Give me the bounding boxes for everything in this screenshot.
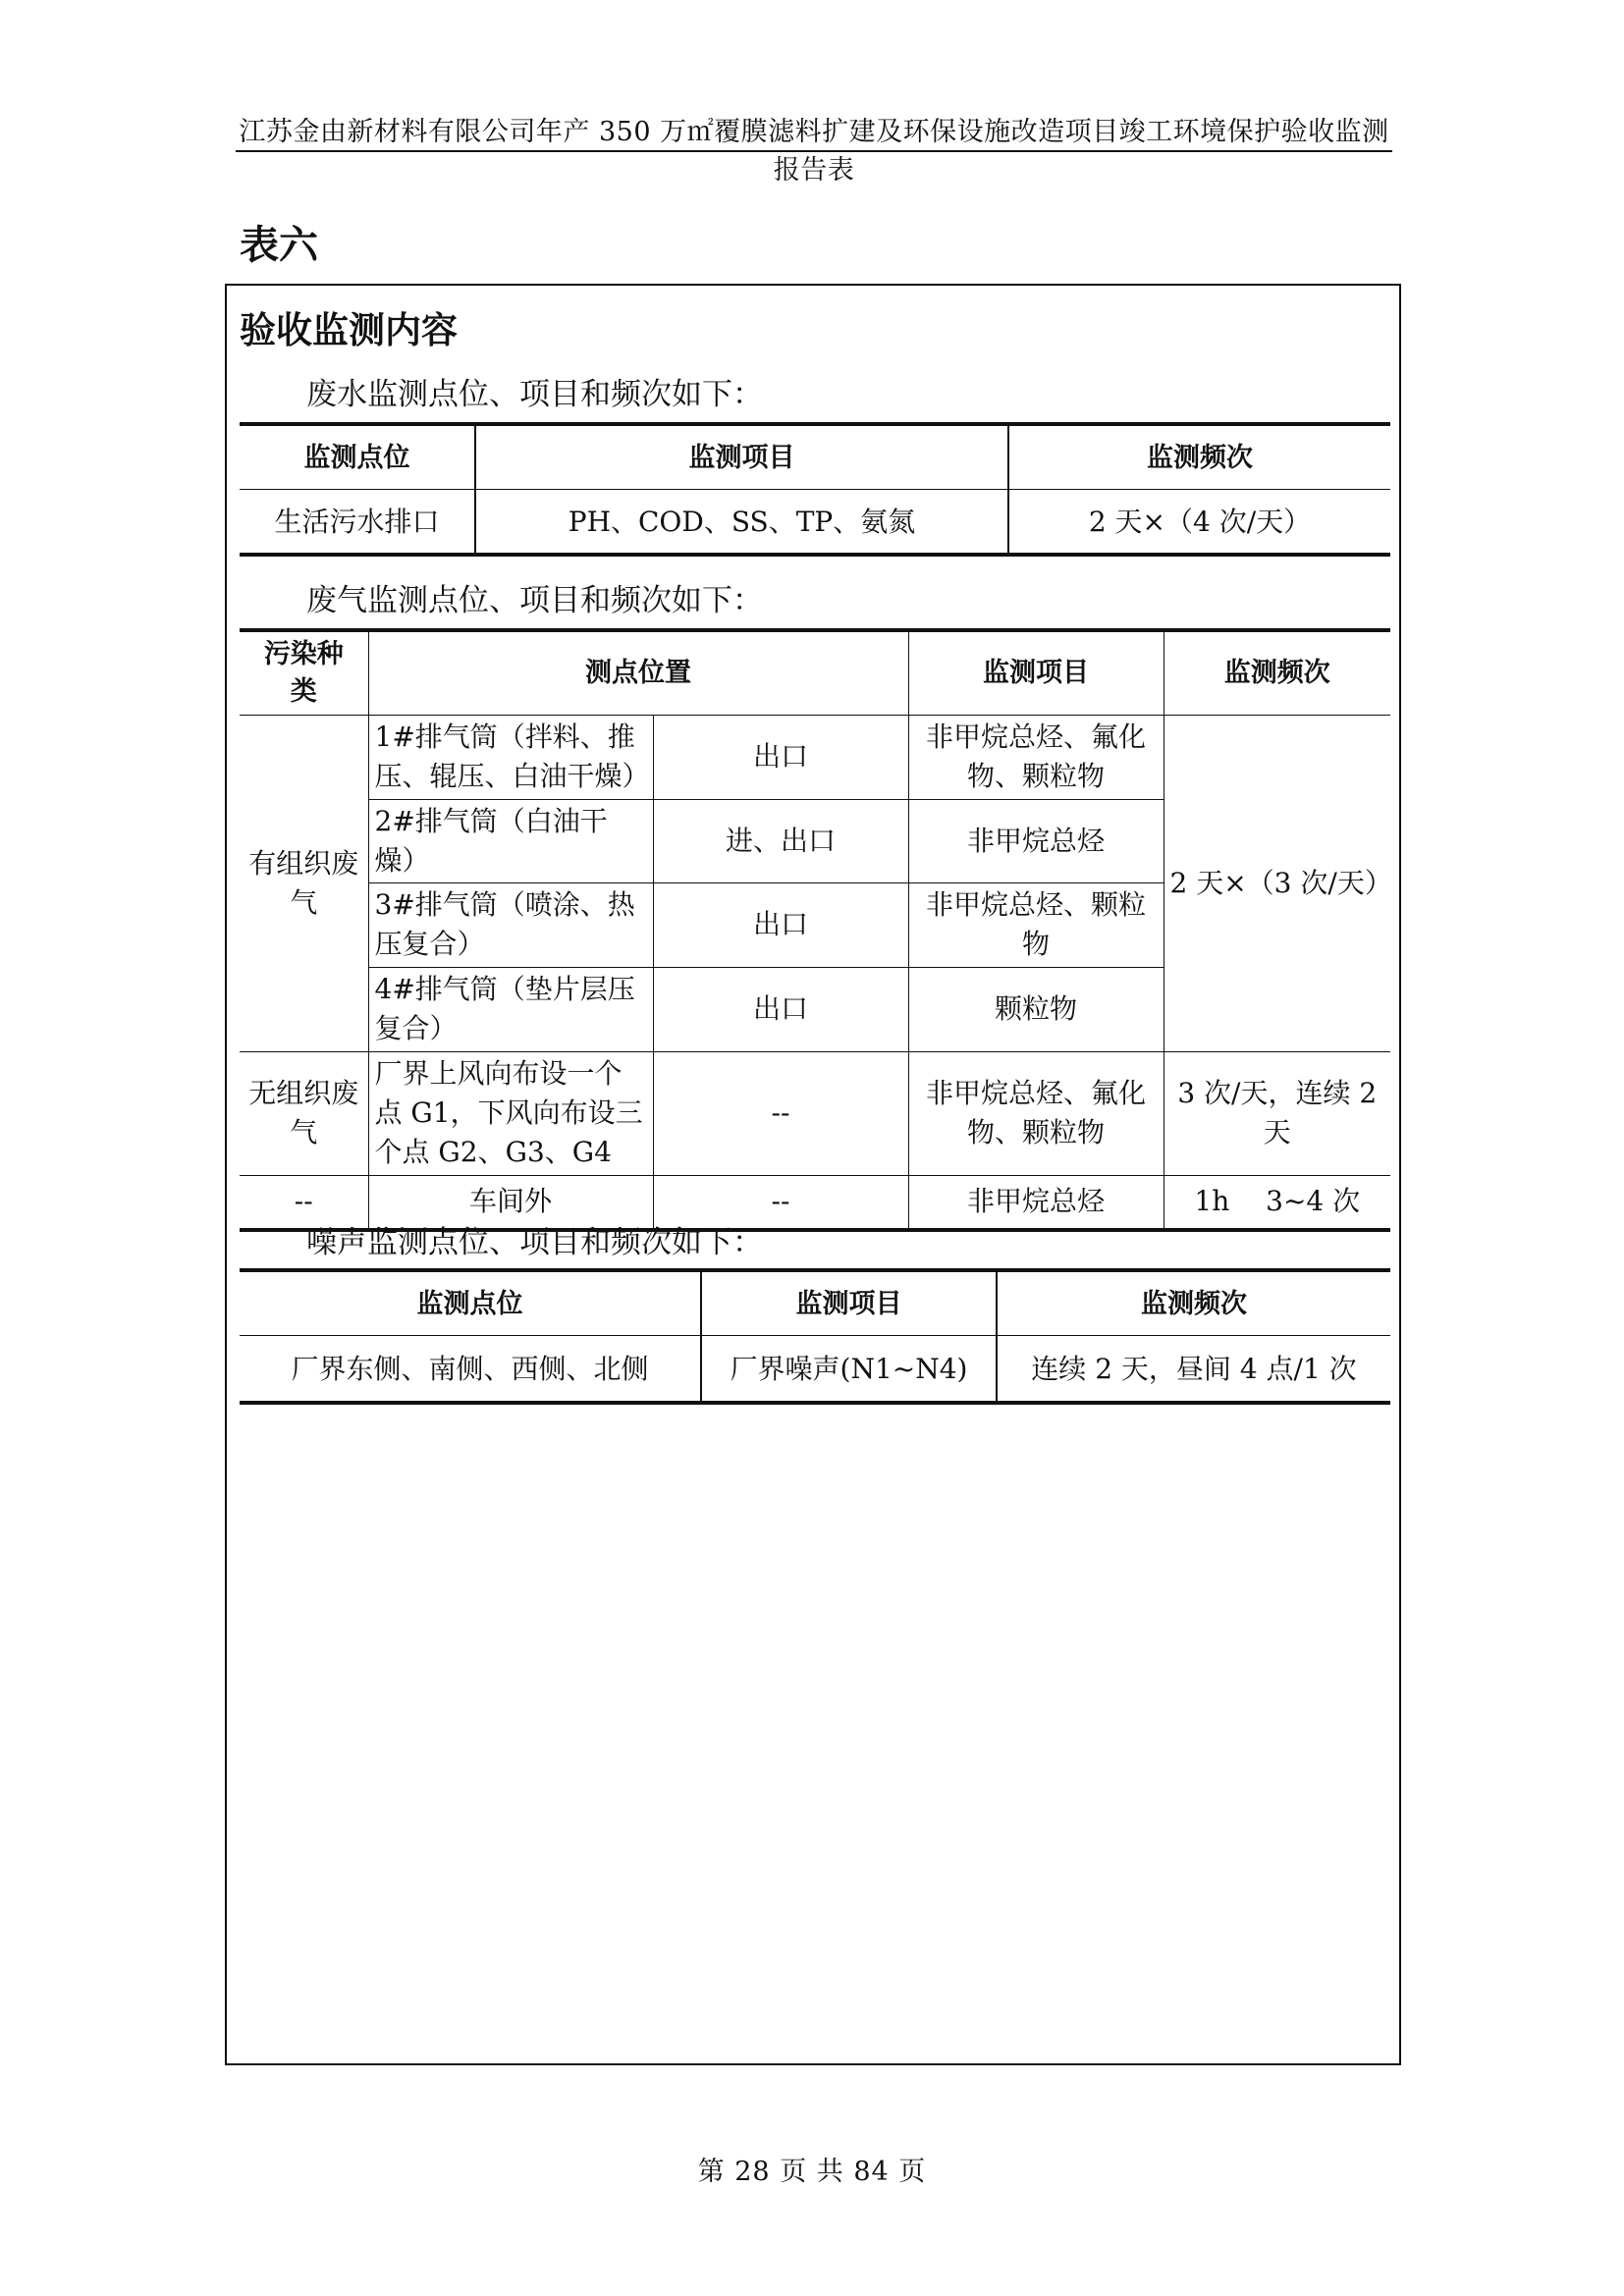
wastewater-table xyxy=(240,422,1390,557)
table-row xyxy=(240,1336,1390,1404)
table-header-row xyxy=(240,630,1390,715)
cell-position: -- xyxy=(653,1051,908,1175)
cell-frequency: 2 天×（4 次/天） xyxy=(1008,490,1390,556)
cell-items: 非甲烷总烃、氟化物、颗粒物 xyxy=(908,715,1164,799)
cell-location: 厂界上风向布设一个点 G1，下风向布设三个点 G2、G3、G4 xyxy=(368,1051,653,1175)
cell-location: 3#排气筒（喷涂、热压复合） xyxy=(368,882,653,967)
cell-position: 进、出口 xyxy=(653,799,908,882)
cell-organized-frequency: 2 天×（3 次/天） xyxy=(1164,715,1390,1051)
cell-workshop-frequency: 1h 3~4 次 xyxy=(1164,1175,1390,1230)
wastewater-intro: 废水监测点位、项目和频次如下： xyxy=(306,377,763,412)
cell-point: 厂界东侧、南侧、西侧、北侧 xyxy=(291,1352,649,1385)
table-row xyxy=(240,715,1390,799)
header-point-position: 测点位置 xyxy=(368,630,908,715)
cell-point: 生活污水排口 xyxy=(274,505,440,538)
cell-position: 出口 xyxy=(653,715,908,799)
running-header: 江苏金由新材料有限公司年产 350 万㎡覆膜滤料扩建及环保设施改造项目竣工环境保护验收监测报告表 xyxy=(239,117,1389,186)
header-monitoring-item: 监测项目 xyxy=(908,630,1164,715)
header-monitoring-frequency: 监测频次 xyxy=(1008,424,1390,490)
header-monitoring-point: 监测点位 xyxy=(240,1270,701,1336)
table-header-row xyxy=(240,424,1390,490)
table-row xyxy=(240,490,1390,556)
section-label: 表六 xyxy=(240,223,318,268)
noise-table xyxy=(240,1268,1390,1405)
cell-workshop-type: -- xyxy=(240,1175,368,1230)
cell-location: 2#排气筒（白油干燥） xyxy=(368,799,653,882)
cell-location: 4#排气筒（垫片层压复合） xyxy=(368,967,653,1051)
page-footer: 第 28 页 共 84 页 xyxy=(697,2157,927,2187)
cell-location: 1#排气筒（拌料、推压、辊压、白油干燥） xyxy=(368,715,653,799)
cell-fugitive-type: 无组织废气 xyxy=(240,1051,368,1175)
table-row xyxy=(240,1051,1390,1175)
cell-items: 颗粒物 xyxy=(908,967,1164,1051)
air-intro: 废气监测点位、项目和频次如下： xyxy=(306,583,763,618)
cell-items: 非甲烷总烃、氟化物、颗粒物 xyxy=(908,1051,1164,1175)
header-rule xyxy=(236,150,1392,152)
cell-items: 非甲烷总烃 xyxy=(908,799,1164,882)
header-monitoring-point: 监测点位 xyxy=(240,424,475,490)
noise-intro: 噪声监测点位、项目和频次如下： xyxy=(306,1225,763,1260)
cell-location: 车间外 xyxy=(368,1175,653,1230)
cell-position: 出口 xyxy=(653,882,908,967)
cell-fugitive-frequency: 3 次/天，连续 2 天 xyxy=(1164,1051,1390,1175)
table-header-row xyxy=(240,1270,1390,1336)
header-monitoring-frequency: 监测频次 xyxy=(997,1270,1390,1336)
cell-frequency: 连续 2 天，昼间 4 点/1 次 xyxy=(997,1336,1390,1404)
cell-organized-type: 有组织废气 xyxy=(240,715,368,1051)
cell-items: 非甲烷总烃 xyxy=(908,1175,1164,1230)
cell-position: -- xyxy=(653,1175,908,1230)
cell-items: 厂界噪声(N1~N4) xyxy=(701,1336,997,1404)
cell-position: 出口 xyxy=(653,967,908,1051)
frame-title: 验收监测内容 xyxy=(240,309,458,351)
header-pollution-type: 污染种类 xyxy=(240,630,368,715)
air-table xyxy=(240,628,1390,1232)
cell-items: PH、COD、SS、TP、氨氮 xyxy=(475,490,1008,556)
header-monitoring-frequency: 监测频次 xyxy=(1164,630,1390,715)
cell-items: 非甲烷总烃、颗粒物 xyxy=(908,882,1164,967)
header-monitoring-item: 监测项目 xyxy=(701,1270,997,1336)
header-monitoring-item: 监测项目 xyxy=(475,424,1008,490)
